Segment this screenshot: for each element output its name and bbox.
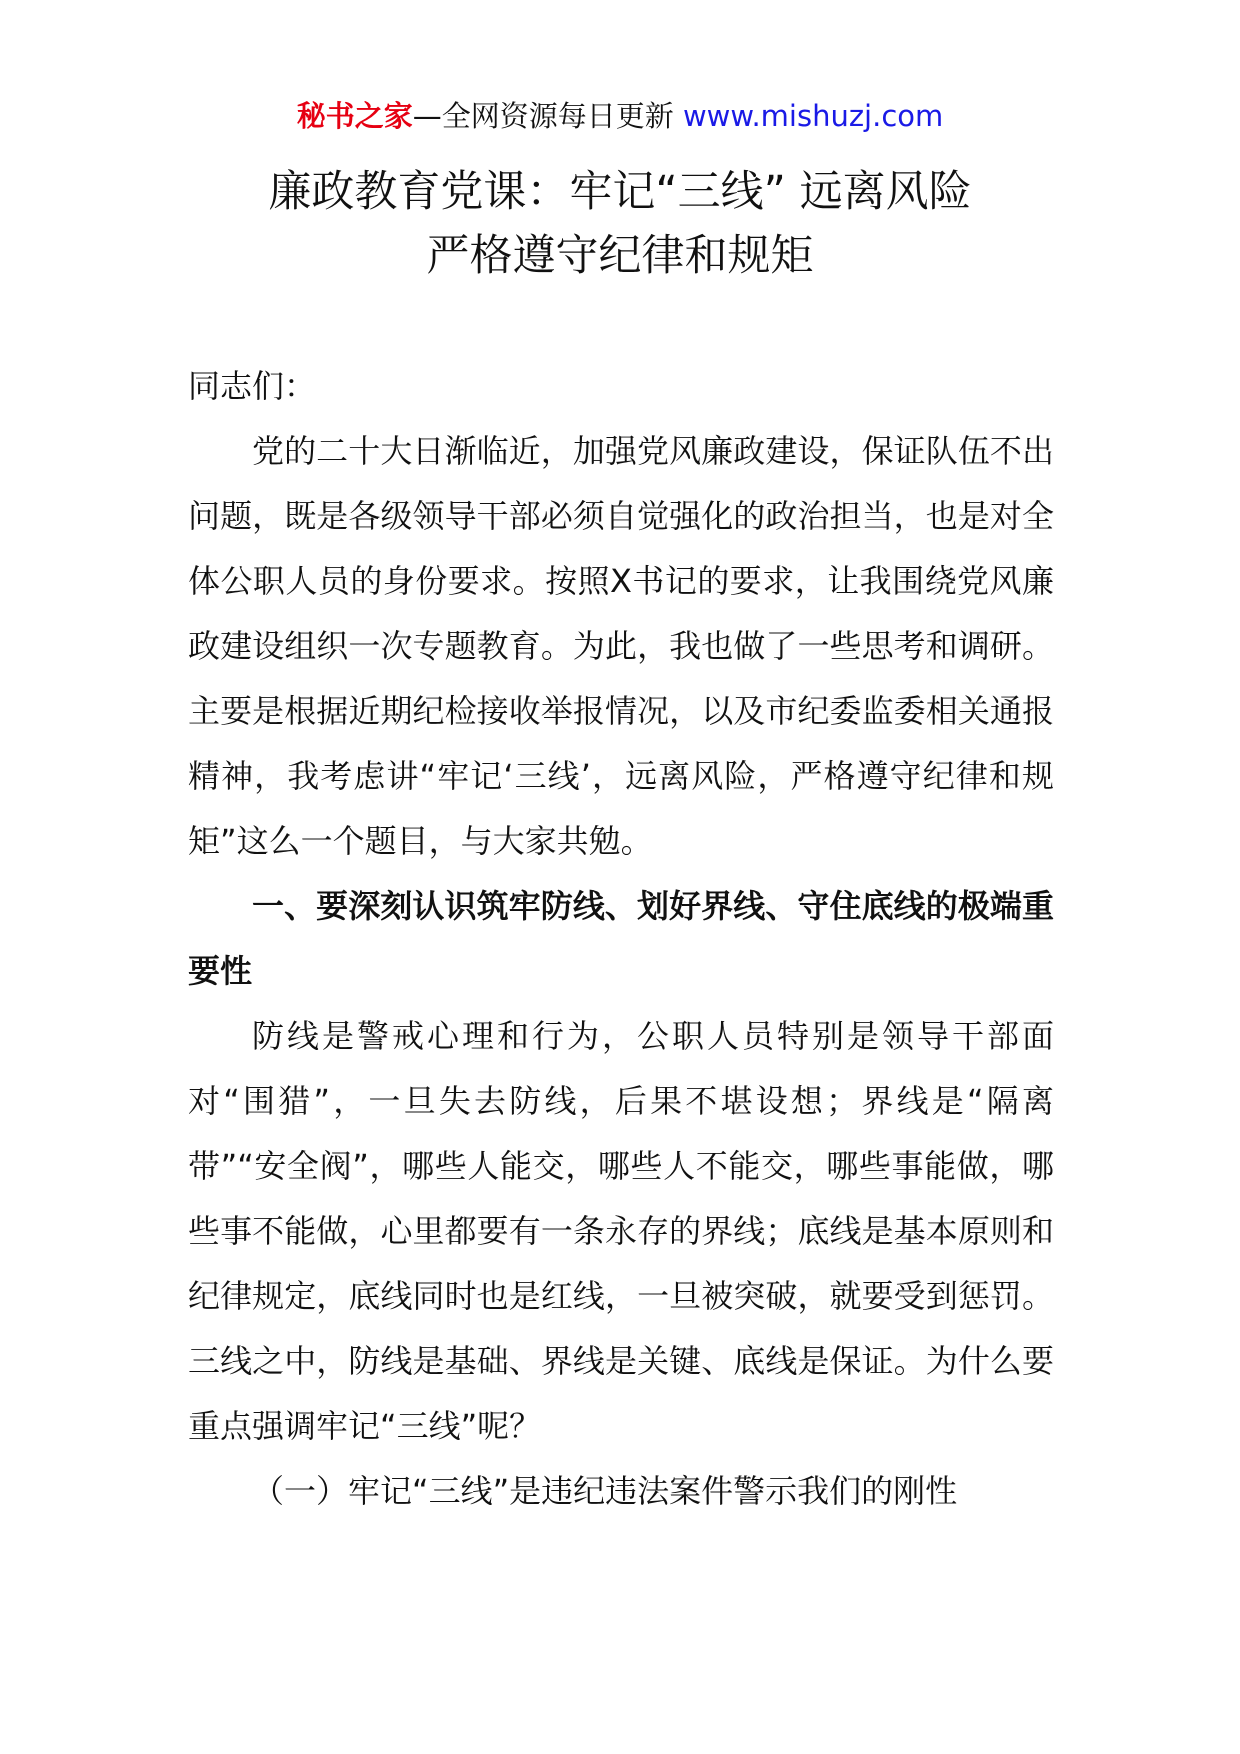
section-heading-1: 一、要深刻认识筑牢防线、划好界线、守住底线的极端重要性 [188,887,1054,990]
site-header [0,96,1240,136]
header-tagline: —全网资源每日更新 [412,99,674,133]
site-url-link[interactable]: www.mishuzj.com [682,99,944,133]
salutation: 同志们： [188,367,317,405]
title-line-1: 廉政教育党课：牢记“三线” 远离风险 [268,167,972,217]
paragraph-intro: 党的二十大日渐临近，加强党风廉政建设，保证队伍不出问题，既是各级领导干部必须自觉强化的政治担当，也是对全体公职人员的身份要求。按照X书记的要求，让我围绕党风廉政建设组织一次专题教育。为此，我也做了一些思考和调研。主要是根据近期纪检接收举报情况，以及市纪委监委相关通报精神，我考虑讲“牢记‘三线’，远离风险，严格遵守纪律和规矩”这么一个题目，与大家共勉。 [188,432,1054,860]
title-line-2: 严格遵守纪律和规矩 [426,231,814,281]
subsection-heading-1: （一）牢记“三线”是违纪违法案件警示我们的刚性 [252,1472,958,1510]
document-title [0,160,1240,288]
paragraph-three-lines: 防线是警戒心理和行为，公职人员特别是领导干部面对“围猎”，一旦失去防线，后果不堪设想；界线是“隔离带”“安全阀”，哪些人能交，哪些人不能交，哪些事能做，哪些事不能做，心里都要有一条永存的界线；底线是基本原则和纪律规定，底线同时也是红线，一旦被突破，就要受到惩罚。三线之中，防线是基础、界线是关键、底线是保证。为什么要重点强调牢记“三线”呢？ [188,1017,1054,1445]
brand-name: 秘书之家 [296,99,413,133]
document-body [188,354,1054,1524]
